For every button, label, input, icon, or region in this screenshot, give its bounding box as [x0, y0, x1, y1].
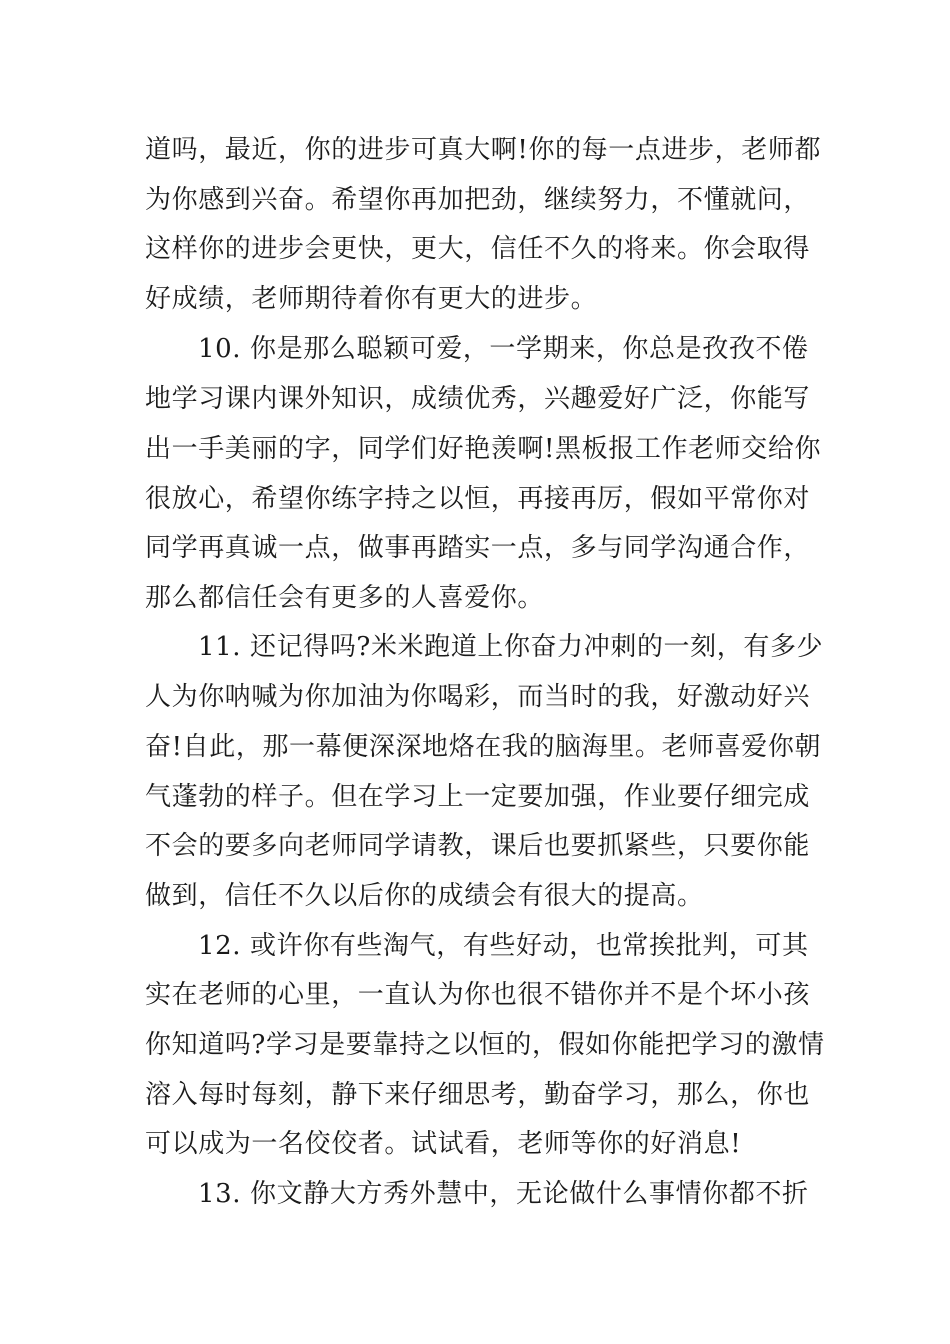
text-line: 为你感到兴奋。希望你再加把劲，继续努力，不懂就问， [145, 185, 811, 215]
text-line: 地学习课内课外知识，成绩优秀，兴趣爱好广泛，你能写 [145, 384, 811, 414]
text-line: 实在老师的心里，一直认为你也很不错你并不是个坏小孩 [145, 980, 811, 1010]
text-line: 溶入每时每刻，静下来仔细思考，勤奋学习，那么，你也 [145, 1080, 811, 1110]
text-line: 这样你的进步会更快，更大，信任不久的将来。你会取得 [145, 234, 811, 264]
text-line: 不会的要多向老师同学请教，课后也要抓紧些，只要你能 [145, 831, 811, 861]
text-line: 你知道吗?学习是要靠持之以恒的，假如你能把学习的激情 [145, 1030, 825, 1060]
text-line: 出一手美丽的字，同学们好艳羡啊!黑板报工作老师交给你 [145, 434, 822, 464]
paragraph-start-line: 11. 还记得吗?米米跑道上你奋力冲刺的一刻，有多少 [198, 632, 824, 662]
text-line: 好成绩，老师期待着你有更大的进步。 [145, 284, 598, 314]
text-line: 奋!自此，那一幕便深深地烙在我的脑海里。老师喜爱你朝 [145, 732, 822, 762]
paragraph-start-line: 12. 或许你有些淘气，有些好动，也常挨批判，可其 [198, 931, 809, 961]
text-line: 做到，信任不久以后你的成绩会有很大的提高。 [145, 881, 704, 911]
text-line: 那么都信任会有更多的人喜爱你。 [145, 583, 545, 613]
text-line: 气蓬勃的样子。但在学习上一定要加强，作业要仔细完成 [145, 782, 811, 812]
text-line: 人为你呐喊为你加油为你喝彩，而当时的我，好激动好兴 [145, 682, 811, 712]
paragraph-start-line: 13. 你文静大方秀外慧中，无论做什么事情你都不折 [198, 1179, 809, 1209]
text-line: 可以成为一名佼佼者。试试看，老师等你的好消息! [145, 1129, 742, 1159]
text-line: 很放心，希望你练字持之以恒，再接再厉，假如平常你对 [145, 484, 811, 514]
text-line: 同学再真诚一点，做事再踏实一点，多与同学沟通合作， [145, 533, 811, 563]
text-line: 道吗，最近，你的进步可真大啊!你的每一点进步，老师都 [145, 135, 822, 165]
paragraph-start-line: 10. 你是那么聪颖可爱，一学期来，你总是孜孜不倦 [198, 334, 809, 364]
